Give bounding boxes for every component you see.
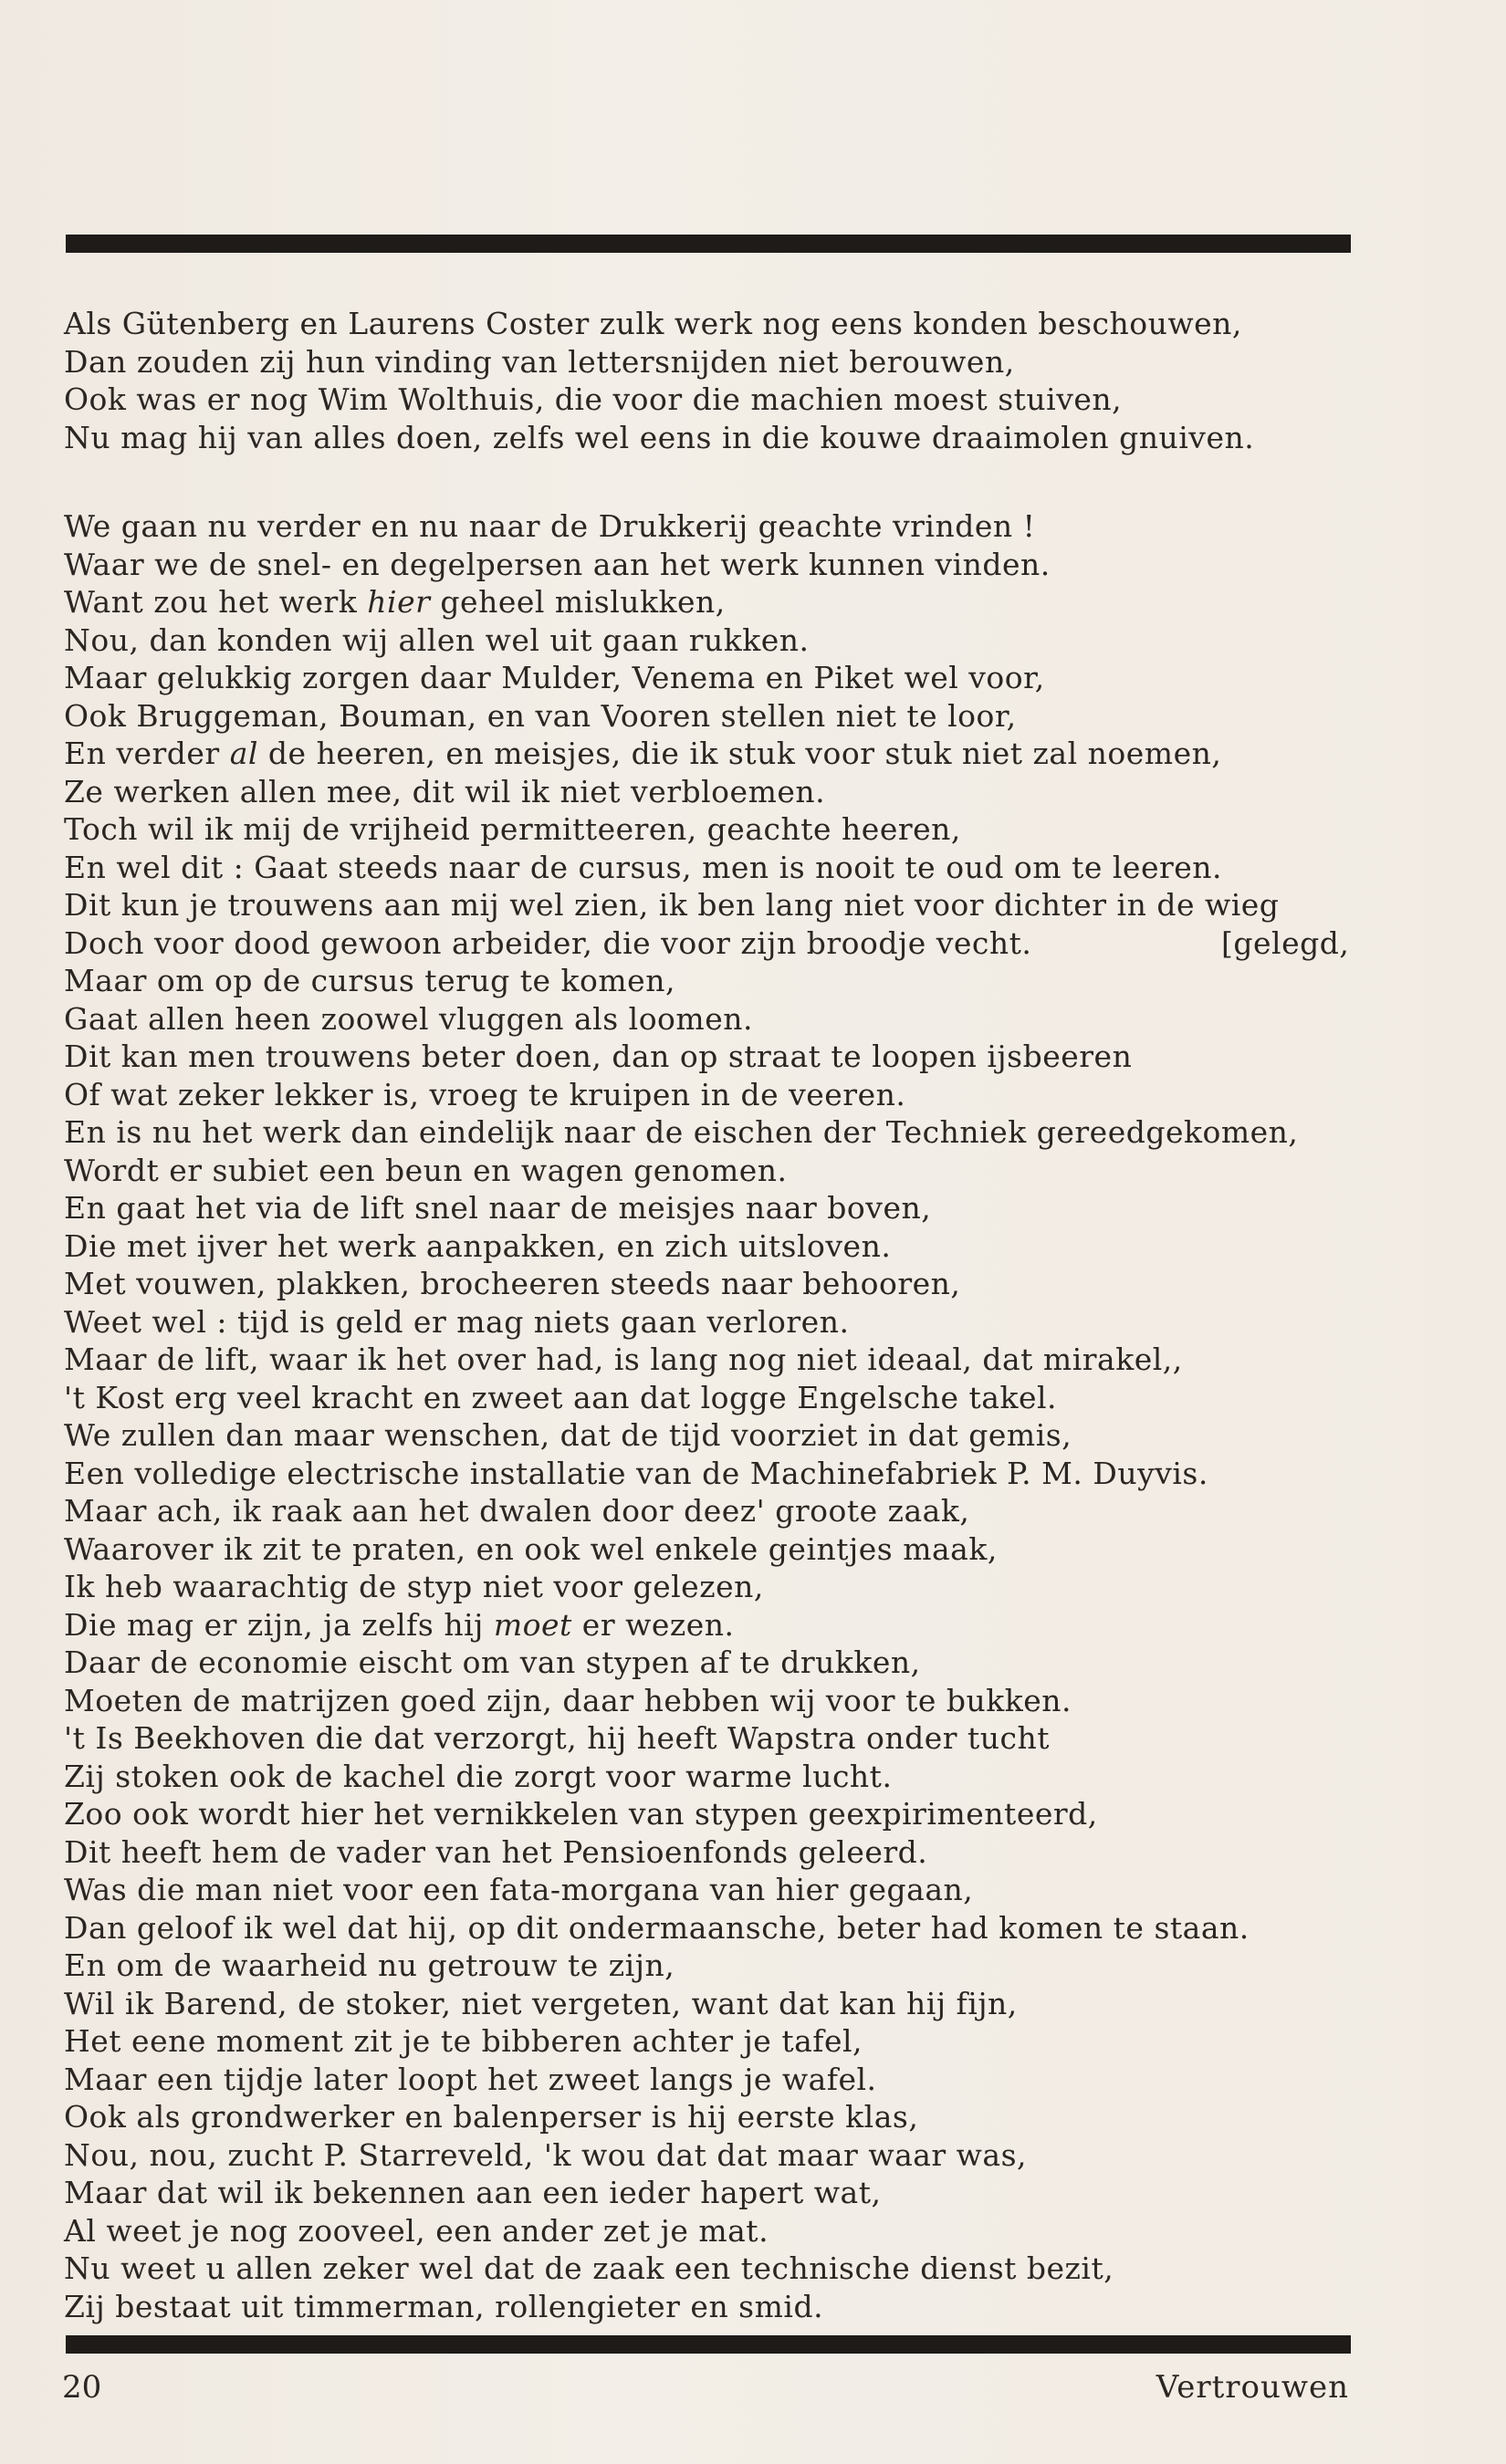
verse-line: 't Kost erg veel kracht en zweet aan dat logge Engelsche takel. xyxy=(64,1379,1058,1415)
verse-line: En wel dit : Gaat steeds naar de cursus, men is nooit te oud om te leeren. xyxy=(64,849,1223,885)
verse-line: Dit heeft hem de vader van het Pensioenfonds geleerd. xyxy=(64,1833,928,1870)
verse-line: Als Gütenberg en Laurens Coster zulk werk nog eens konden beschouwen, xyxy=(64,306,1242,341)
line-overflow-text: [gelegd, xyxy=(1221,924,1350,961)
verse-line: Wordt er subiet een beun en wagen genomen. xyxy=(64,1152,788,1188)
verse-line: Een volledige electrische installatie van de Machinefabriek P. M. Duyvis. xyxy=(64,1455,1208,1491)
verse-line: Die met ijver het werk aanpakken, en zich uitsloven. xyxy=(64,1227,892,1264)
verse-line: Zij stoken ook de kachel die zorgt voor warme lucht. xyxy=(64,1758,893,1794)
verse-line: En om de waarheid nu getrouw te zijn, xyxy=(64,1947,675,1983)
stanza-1 xyxy=(64,305,1360,456)
verse-line: Dit kan men trouwens beter doen, dan op straat te loopen ijsbeeren xyxy=(64,1039,1133,1074)
verse-line: Met vouwen, plakken, brocheeren steeds naar behooren, xyxy=(64,1266,961,1301)
verse-line: Daar de economie eischt om van stypen af te drukken, xyxy=(64,1644,921,1680)
verse-line: Zij bestaat uit timmerman, rollengieter en smid. xyxy=(64,2288,824,2324)
italic-word: hier xyxy=(367,584,431,620)
verse-line: Ook als grondwerker en balenperser is hij eerste klas, xyxy=(64,2099,919,2135)
italic-word: moet xyxy=(493,1606,572,1643)
italic-word: al xyxy=(229,736,258,771)
verse-line: Maar dat wil ik bekennen aan een ieder hapert wat, xyxy=(64,2175,882,2210)
verse-line: Zoo ook wordt hier het vernikkelen van stypen geexpirimenteerd, xyxy=(64,1796,1098,1832)
top-rule xyxy=(66,235,1351,253)
verse-line: Toch wil ik mij de vrijheid permitteeren, geachte heeren, xyxy=(64,811,961,847)
verse-line: We gaan nu verder en nu naar de Drukkerij geachte vrinden ! xyxy=(64,508,1036,544)
verse-line: Dan geloof ik wel dat hij, op dit ondermaansche, beter had komen te staan. xyxy=(64,1909,1250,1946)
verse-line: 't Is Beekhoven die dat verzorgt, hij heeft Wapstra onder tucht xyxy=(64,1720,1051,1756)
verse-line: Waarover ik zit te praten, en ook wel enkele geintjes maak, xyxy=(64,1530,998,1567)
verse-line: Moeten de matrijzen goed zijn, daar hebben wij voor te bukken. xyxy=(64,1682,1072,1718)
verse-line: Maar om op de cursus terug te komen, xyxy=(64,963,675,998)
verse-line: Die mag er zijn, ja zelfs hij moet er wezen. xyxy=(64,1606,735,1643)
verse-line: En gaat het via de lift snel naar de meisjes naar boven, xyxy=(64,1190,932,1226)
verse-line: Maar ach, ik raak aan het dwalen door deez' groote zaak, xyxy=(64,1493,970,1529)
verse-line: Was die man niet voor een fata-morgana van hier gegaan, xyxy=(64,1872,974,1907)
verse-line: We zullen dan maar wenschen, dat de tijd voorziet in dat gemis, xyxy=(64,1417,1072,1453)
verse-line: Al weet je nog zooveel, een ander zet je mat. xyxy=(64,2212,769,2249)
footer-title: Vertrouwen xyxy=(1156,2369,1349,2406)
verse-line: Weet wel : tijd is geld er mag niets gaan verloren. xyxy=(64,1303,850,1340)
verse-line: Maar een tijdje later loopt het zweet langs je wafel. xyxy=(64,2061,877,2097)
verse-line: En verder al de heeren, en meisjes, die ik stuk voor stuk niet zal noemen, xyxy=(64,736,1222,771)
verse-line: Nu weet u allen zeker wel dat de zaak een technische dienst bezit, xyxy=(64,2250,1114,2286)
verse-line: Dit kun je trouwens aan mij wel zien, ik ben lang niet voor dichter in de wieg xyxy=(64,887,1280,923)
bottom-rule xyxy=(66,2335,1351,2354)
verse-line: Het eene moment zit je te bibberen achter je tafel, xyxy=(64,2023,863,2059)
verse-line: Maar de lift, waar ik het over had, is lang nog niet ideaal, dat mirakel,, xyxy=(64,1342,1183,1377)
verse-line: Dan zouden zij hun vinding van lettersnijden niet berouwen, xyxy=(64,343,1015,380)
verse-line: Gaat allen heen zoowel vluggen als loomen. xyxy=(64,1000,753,1037)
page-number: 20 xyxy=(62,2369,102,2406)
verse-line: Waar we de snel- en degelpersen aan het werk kunnen vinden. xyxy=(64,546,1051,582)
stanza-2 xyxy=(64,507,1360,2325)
verse-line: Want zou het werk hier geheel mislukken, xyxy=(64,584,726,620)
verse-line: Nou, nou, zucht P. Starreveld, 'k wou dat dat maar waar was, xyxy=(64,2136,1028,2173)
verse-line: En is nu het werk dan eindelijk naar de eischen der Techniek gereedgekomen, xyxy=(64,1114,1299,1150)
verse-line: Ik heb waarachtig de styp niet voor gelezen, xyxy=(64,1569,764,1604)
verse-line: Nou, dan konden wij allen wel uit gaan rukken. xyxy=(64,621,810,658)
verse-line: Maar gelukkig zorgen daar Mulder, Venema en Piket wel voor, xyxy=(64,660,1045,695)
verse-line: Wil ik Barend, de stoker, niet vergeten, want dat kan hij fijn, xyxy=(64,1985,1018,2021)
verse-line: Doch voor dood gewoon arbeider, die voor zijn broodje vecht. [gelegd, xyxy=(64,924,1350,961)
verse-line: Nu mag hij van alles doen, zelfs wel eens in die kouwe draaimolen gnuiven. xyxy=(64,419,1255,455)
verse-line: Ook Bruggeman, Bouman, en van Vooren stellen niet te loor, xyxy=(64,697,1017,734)
verse-line: Of wat zeker lekker is, vroeg te kruipen in de veeren. xyxy=(64,1076,906,1112)
verse-line: Ze werken allen mee, dit wil ik niet verbloemen. xyxy=(64,773,826,809)
verse-line: Ook was er nog Wim Wolthuis, die voor die machien moest stuiven, xyxy=(64,381,1123,417)
